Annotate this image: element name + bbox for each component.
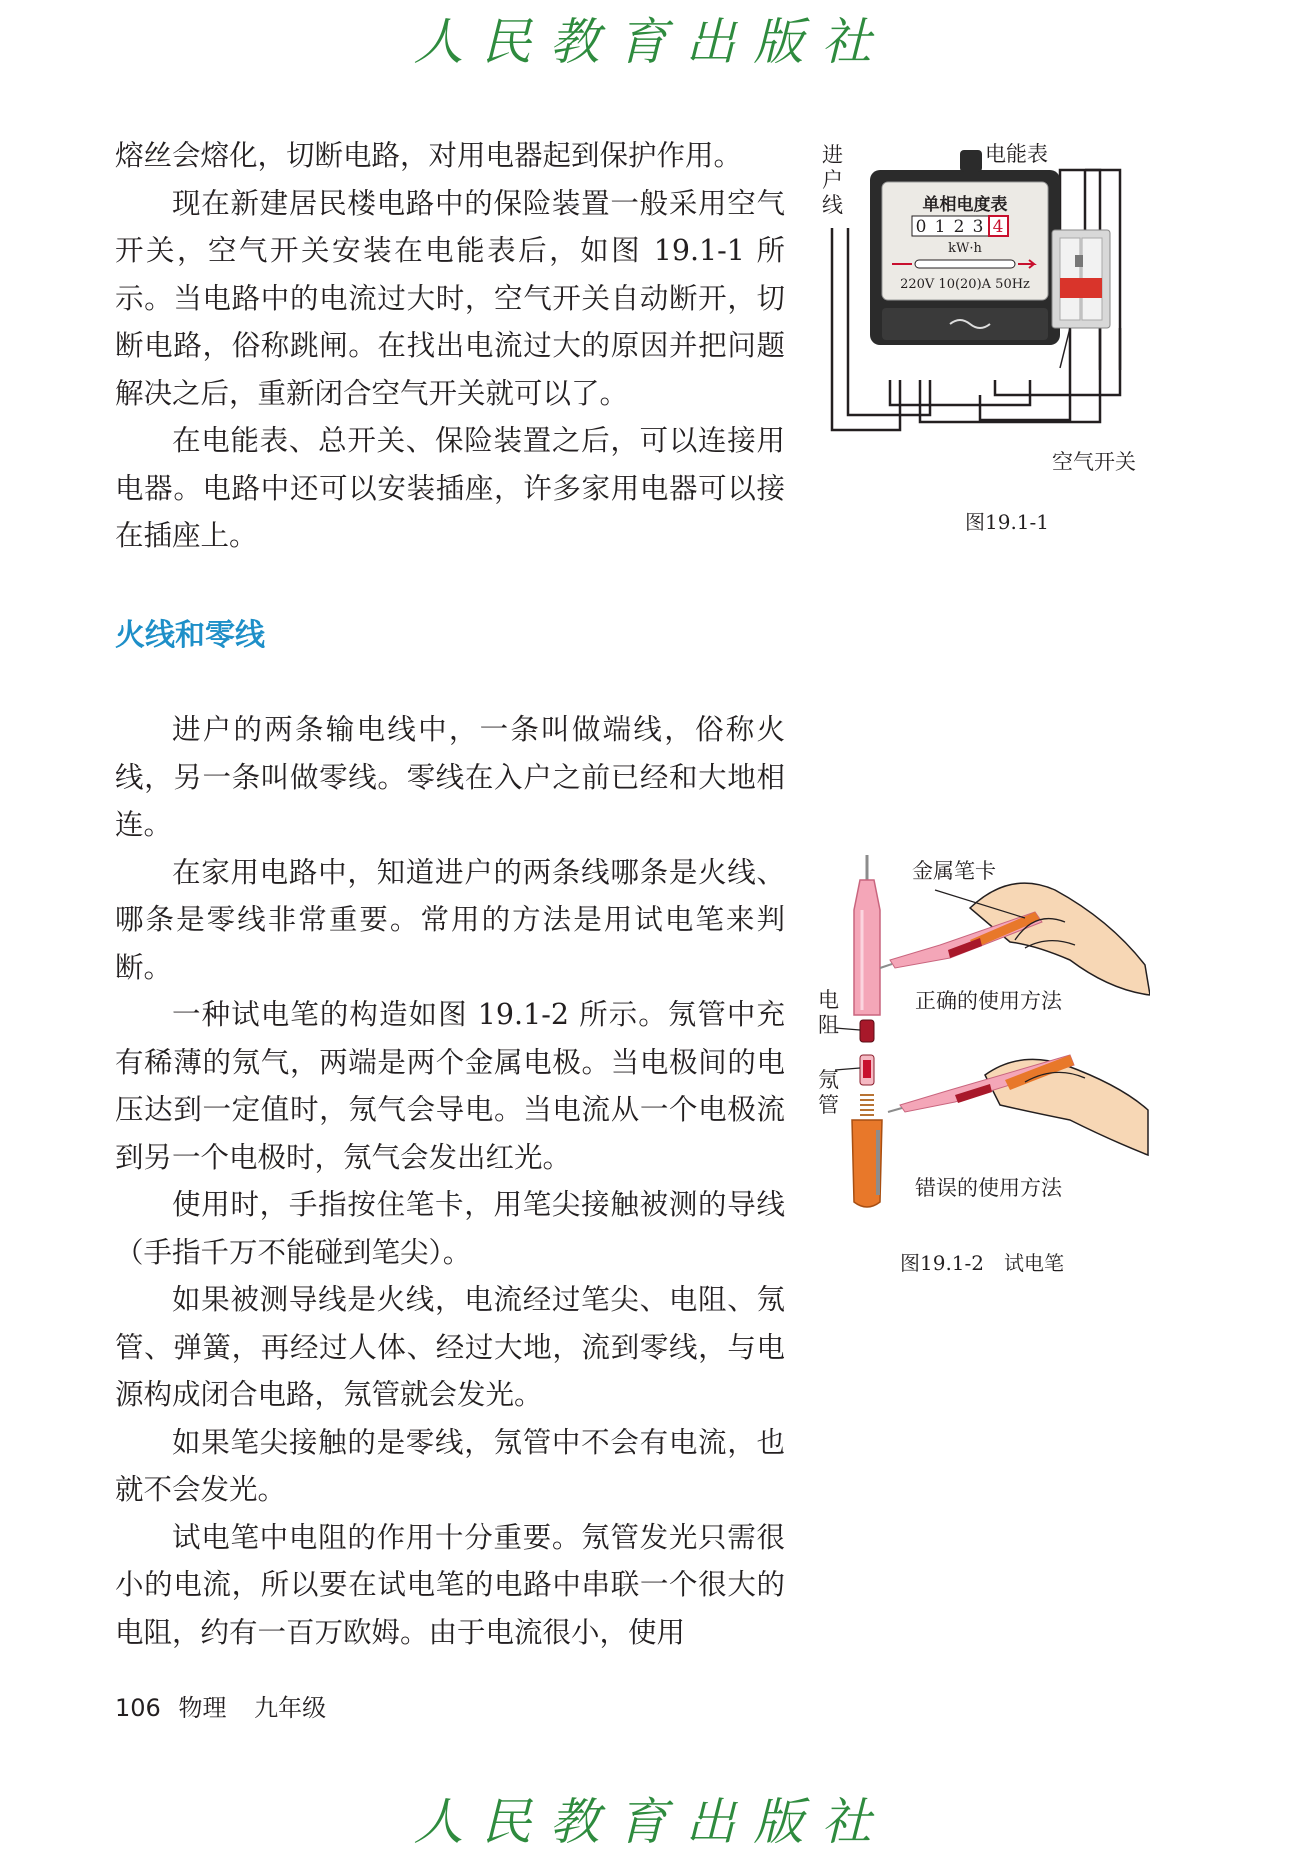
paragraph: 如果被测导线是火线，电流经过笔尖、电阻、氖管、弹簧，再经过人体、经过大地，流到零线，与电源构成闭合电路，氖管就会发光。 (115, 1283, 785, 1411)
label-meter: 电能表 (985, 142, 1048, 166)
figure-test-pen (820, 850, 1150, 1220)
paragraph: 如果笔尖接触的是零线，氖管中不会有电流，也就不会发光。 (115, 1425, 785, 1506)
meter-title: 单相电度表 (922, 195, 1008, 215)
meter-digit: 2 (953, 217, 965, 237)
paragraph: 现在新建居民楼电路中的保险装置一般采用空气开关，空气开关安装在电能表后，如图 19.1-1 所示。当电路中的电流过大时，空气开关自动断开，切断电路，俗称跳闸。在找出电流过大的原因并把问题解决之后，重新闭合空气开关就可以了。 (115, 186, 785, 410)
figure-electric-meter (820, 130, 1160, 450)
label-correct-usage: 正确的使用方法 (915, 989, 1062, 1013)
paragraph: 使用时，手指按住笔卡，用笔尖接触被测的导线（手指千万不能碰到笔尖）。 (115, 1188, 785, 1269)
meter-digit: 0 (915, 217, 927, 237)
section2-text (115, 706, 785, 1656)
label-neon-tube: 氖管 (818, 1068, 839, 1117)
figure1-caption: 图19.1-1 (965, 510, 1050, 534)
footer-subject: 物理 (178, 1694, 227, 1722)
meter-spec: 220V 10(20)A 50Hz (900, 277, 1030, 292)
paragraph: 在电能表、总开关、保险装置之后，可以连接用电器。电路中还可以安装插座，许多家用电器可以接在插座上。 (115, 424, 785, 552)
meter-digit: 4 (992, 217, 1004, 237)
figure2-caption: 图19.1-2 试电笔 (900, 1251, 1065, 1275)
label-metal-clip: 金属笔卡 (912, 859, 996, 883)
label-resistor: 电阻 (818, 988, 839, 1037)
paragraph: 进户的两条输电线中，一条叫做端线，俗称火线，另一条叫做零线。零线在入户之前已经和大地相连。 (115, 713, 785, 841)
paragraph: 在家用电路中，知道进户的两条线哪条是火线、哪条是零线非常重要。常用的方法是用试电笔来判断。 (115, 855, 785, 984)
publisher-logo-top: 人民教育出版社 (413, 13, 890, 71)
meter-unit: kW·h (948, 241, 982, 256)
publisher-logo-bottom: 人民教育出版社 (413, 1793, 890, 1851)
label-incoming-line: 进户线 (822, 143, 843, 217)
label-air-switch: 空气开关 (1052, 450, 1136, 474)
page-footer (115, 1688, 336, 1723)
footer-grade: 九年级 (254, 1694, 327, 1722)
meter-digit: 1 (934, 217, 946, 237)
page-number: 106 (115, 1694, 161, 1722)
paragraph: 熔丝会熔化，切断电路，对用电器起到保护作用。 (115, 139, 743, 172)
section-heading: 火线和零线 (115, 618, 265, 653)
meter-digit: 3 (972, 217, 984, 237)
paragraph: 一种试电笔的构造如图 19.1-2 所示。氖管中充有稀薄的氖气，两端是两个金属电极。当电极间的电压达到一定值时，氖气会导电。当电流从一个电极流到另一个电极时，氖气会发出红光。 (115, 998, 785, 1174)
paragraph: 试电笔中电阻的作用十分重要。氖管发光只需很小的电流，所以要在试电笔的电路中串联一个很大的电阻，约有一百万欧姆。由于电流很小，使用 (115, 1520, 785, 1649)
label-wrong-usage: 错误的使用方法 (915, 1176, 1062, 1200)
section1-text (115, 132, 785, 560)
